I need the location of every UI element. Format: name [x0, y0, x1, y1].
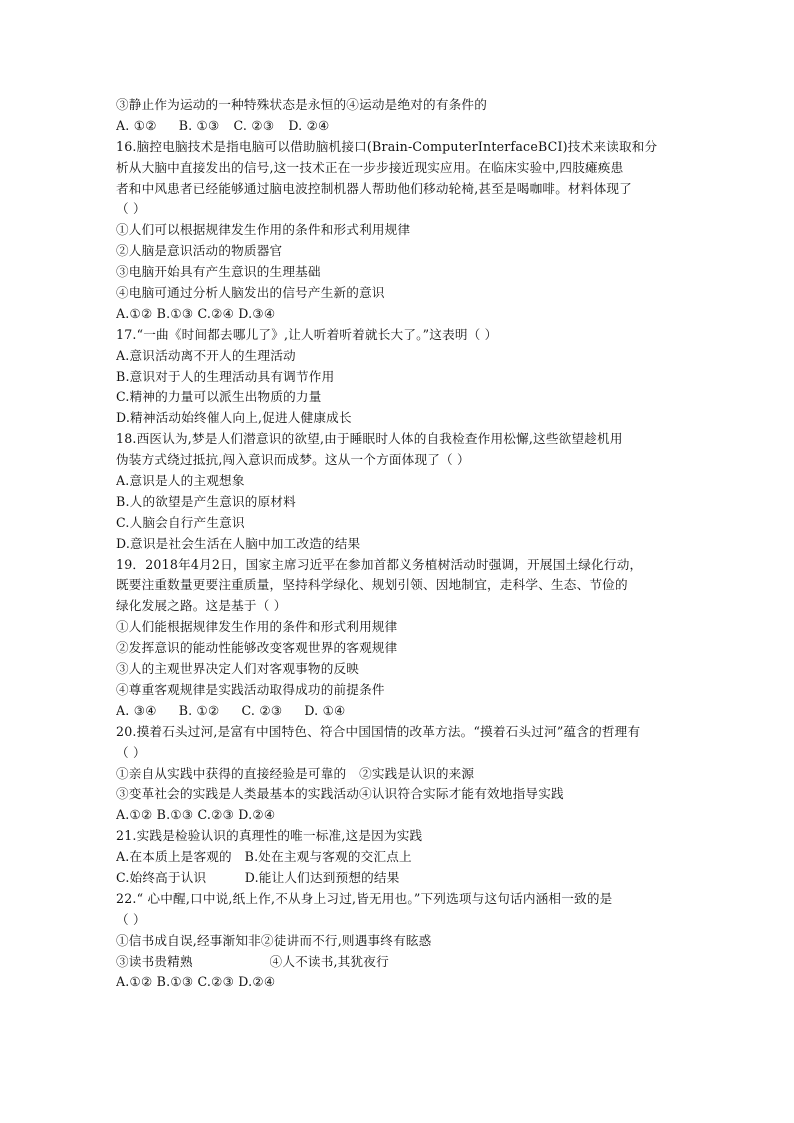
option-line: ③变革社会的实践是人类最基本的实践活动④认识符合实际才能有效地指导实践 — [116, 786, 564, 802]
option-line: ③电脑开始具有产生意识的生理基础 — [116, 264, 321, 280]
option-line: ④尊重客观规律是实践活动取得成功的前提条件 — [116, 681, 385, 697]
answer-choices — [116, 701, 682, 722]
choice-row-cd: C.始终高于认识 D.能让人们达到预想的结果 — [116, 869, 400, 885]
question-19-stem: 绿化发展之路。这是基于（ ） — [116, 598, 287, 614]
option-line: ②发挥意识的能动性能够改变客观世界的客观规律 — [116, 640, 398, 656]
option-line: ②人脑是意识活动的物质器官 — [116, 243, 283, 259]
choice-a: A. ③④ — [116, 702, 157, 718]
question-22-stem: 22.“ 心中醒,口中说,纸上作,不从身上习过,皆无用也。”下列选项与这句话内涵相一致的是 — [116, 890, 613, 906]
question-21-stem: 21.实践是检验认识的真理性的唯一标准,这是因为实践 — [116, 828, 423, 844]
choice-b: B.意识对于人的生理活动具有调节作用 — [116, 368, 335, 384]
option-line: ③静止作为运动的一种特殊状态是永恒的④运动是绝对的有条件的 — [116, 97, 488, 112]
choice-c: C. ②③ — [233, 117, 275, 133]
choice-b: B. ①② — [178, 702, 220, 718]
question-17-stem: 17.“一曲《时间都去哪儿了》,让人听着听着就长大了。”这表明（ ） — [116, 326, 498, 342]
answer-blank: （ ） — [116, 201, 146, 217]
question-18-stem: 伪装方式绕过抵抗,闯入意识而成梦。这从一个方面体现了（ ） — [116, 452, 470, 468]
answer-blank: （ ） — [116, 911, 146, 927]
question-19-stem: 既要注重数量更要注重质量，坚持科学绿化、规划引领、因地制宜，走科学、生态、节俭的 — [116, 577, 628, 593]
question-20-stem: 20.摸着石头过河,是富有中国特色、符合中国国情的改革方法。“摸着石头过河”蕴含的哲理有 — [116, 723, 641, 739]
choice-d: D.精神活动始终催人向上,促进人健康成长 — [116, 410, 352, 426]
question-19-stem: 19．2018年4月2日，国家主席习近平在参加首都义务植树活动时强调，开展国土绿化行动， — [116, 556, 643, 572]
question-16-stem: 析从大脑中直接发出的信号,这一技术正在一步步接近现实应用。在临床实验中,四肢瘫痪患 — [116, 159, 624, 175]
choice-b: B. ①③ — [178, 117, 220, 133]
option-line: ①信书成自误,经事渐知非②徒讲而不行,则遇事终有眩惑 — [116, 932, 432, 948]
answer-choices: A.①② B.①③ C.②③ D.②④ — [116, 807, 276, 823]
option-line: ①亲自从实践中获得的直接经验是可靠的 ②实践是认识的来源 — [116, 765, 475, 781]
choice-a: A.意识是人的主观想象 — [116, 473, 245, 489]
document-page — [116, 95, 682, 993]
option-line: ③人的主观世界决定人们对客观事物的反映 — [116, 661, 360, 677]
answer-blank: （ ） — [116, 744, 146, 760]
choice-d: D.意识是社会生活在人脑中加工改造的结果 — [116, 535, 361, 551]
choice-d: D. ①④ — [304, 702, 346, 718]
choice-a: A. ①② — [116, 117, 157, 133]
question-16-stem: 16.脑控电脑技术是指电脑可以借助脑机接口(Brain-ComputerInterfaceBCI)技术来读取和分 — [116, 138, 658, 154]
choice-c: C. ②③ — [241, 702, 283, 718]
answer-choices: A.①② B.①③ C.②③ D.②④ — [116, 974, 276, 990]
answer-choices: A.①② B.①③ C.②④ D.③④ — [116, 305, 276, 321]
answer-choices — [116, 116, 682, 137]
question-16-stem: 者和中风患者已经能够通过脑电波控制机器人帮助他们移动轮椅,甚至是喝咖啡。材料体现了 — [116, 180, 632, 196]
option-line: ④电脑可通过分析人脑发出的信号产生新的意识 — [116, 285, 385, 301]
choice-d: D. ②④ — [288, 117, 330, 133]
choice-c: C.精神的力量可以派生出物质的力量 — [116, 389, 322, 405]
choice-c: C.人脑会自行产生意识 — [116, 514, 245, 530]
option-line: ③读书贵精熟 ④人不读书,其犹夜行 — [116, 953, 389, 969]
choice-a: A.意识活动离不开人的生理活动 — [116, 347, 296, 363]
choice-row-ab: A.在本质上是客观的 B.处在主观与客观的交汇点上 — [116, 849, 412, 865]
option-line: ①人们可以根据规律发生作用的条件和形式利用规律 — [116, 222, 411, 238]
option-line: ①人们能根据规律发生作用的条件和形式利用规律 — [116, 619, 398, 635]
choice-b: B.人的欲望是产生意识的原材料 — [116, 493, 296, 509]
question-18-stem: 18.西医认为,梦是人们潜意识的欲望,由于睡眠时人体的自我检查作用松懈,这些欲望趁机用 — [116, 431, 623, 447]
